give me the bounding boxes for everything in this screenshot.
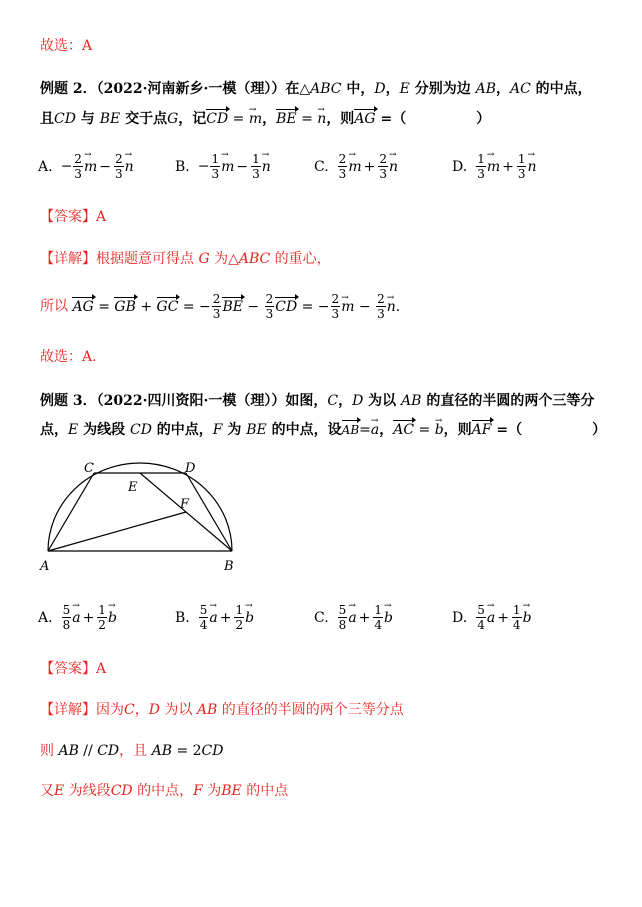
example-3-answer: 【答案】A bbox=[40, 661, 107, 677]
example-3-detail-3: 又E 为线段CD 的中点，F 为BE 的中点 bbox=[40, 783, 289, 799]
segment-af bbox=[48, 512, 186, 551]
answer-select-1: 故选：A bbox=[40, 38, 93, 54]
example-3-line-2: 点，E 为线段 CD 的中点，F 为 BE 的中点，设AB=→ a，AC = → b，则AF =（ ） bbox=[40, 420, 606, 440]
example-2-formula: 所以 AG = GB + GC = − $\frac{2}{3}$ BE − $\frac{2}{3}$ CD = − $\frac{2}{3}$ → m − $\frac{2}{3}$ → n. bbox=[40, 292, 400, 321]
example-2-line-2: 且CD 与 BE 交于点G，记CD = → m，BE = → n，则AG =（ ） bbox=[40, 109, 490, 129]
ex3-option-a[interactable]: A. $\frac{5}{8}$ → a + $\frac{1}{2}$ → b bbox=[38, 603, 117, 632]
ex2-option-d[interactable]: D. $\frac{1}{3}$ → m + $\frac{1}{3}$ → n bbox=[452, 152, 537, 181]
segment-db bbox=[186, 473, 232, 551]
vector-ag: AG bbox=[354, 111, 376, 127]
segment-ac bbox=[48, 473, 94, 551]
label-c: C bbox=[84, 461, 94, 476]
semicircle-arc bbox=[48, 463, 232, 551]
example-2-line-1: 例题 2．（2022·河南新乡·一模（理））在△ABC 中，D，E 分别为边 AB，AC 的中点， bbox=[40, 81, 592, 97]
ex3-option-d[interactable]: D. $\frac{5}{4}$ → a + $\frac{1}{4}$ → b bbox=[452, 603, 532, 632]
semicircle-figure bbox=[38, 458, 248, 578]
example-3-line-1: 例题 3．（2022·四川资阳·一模（理））如图，C，D 为以 AB 的直径的半圆的两个三等分 bbox=[40, 393, 595, 409]
label-f: F bbox=[180, 497, 190, 512]
ex2-option-c[interactable]: C. $\frac{2}{3}$ → m + $\frac{2}{3}$ → n bbox=[314, 152, 398, 181]
ex2-option-a[interactable]: A. − $\frac{2}{3}$ → m − $\frac{2}{3}$ → n bbox=[38, 152, 134, 181]
vector-cd: CD bbox=[206, 111, 229, 127]
example-3-label: 例题 3． bbox=[40, 393, 97, 409]
example-3-detail-1: 【详解】因为C，D 为以 AB 的直径的半圆的两个三等分点 bbox=[40, 702, 404, 718]
label-b: B bbox=[224, 559, 234, 574]
label-d: D bbox=[185, 461, 196, 476]
label-a: A bbox=[40, 559, 50, 574]
ex2-option-b[interactable]: B. − $\frac{1}{3}$ → m − $\frac{1}{3}$ → n bbox=[175, 152, 271, 181]
label-e: E bbox=[128, 480, 138, 495]
example-2-conclude: 故选：A. bbox=[40, 349, 97, 365]
example-2-label: 例题 2． bbox=[40, 81, 97, 97]
example-3-detail-2: 则 AB // CD，且 AB = 2CD bbox=[40, 743, 224, 759]
ex3-option-c[interactable]: C. $\frac{5}{8}$ → a + $\frac{1}{4}$ → b bbox=[314, 603, 393, 632]
ex3-option-b[interactable]: B. $\frac{5}{4}$ → a + $\frac{1}{2}$ → b bbox=[175, 603, 254, 632]
vector-be: BE bbox=[276, 111, 297, 127]
example-2-detail: 【详解】根据题意可得点 G 为△ABC 的重心， bbox=[40, 251, 331, 267]
example-2-answer: 【答案】A bbox=[40, 209, 107, 225]
